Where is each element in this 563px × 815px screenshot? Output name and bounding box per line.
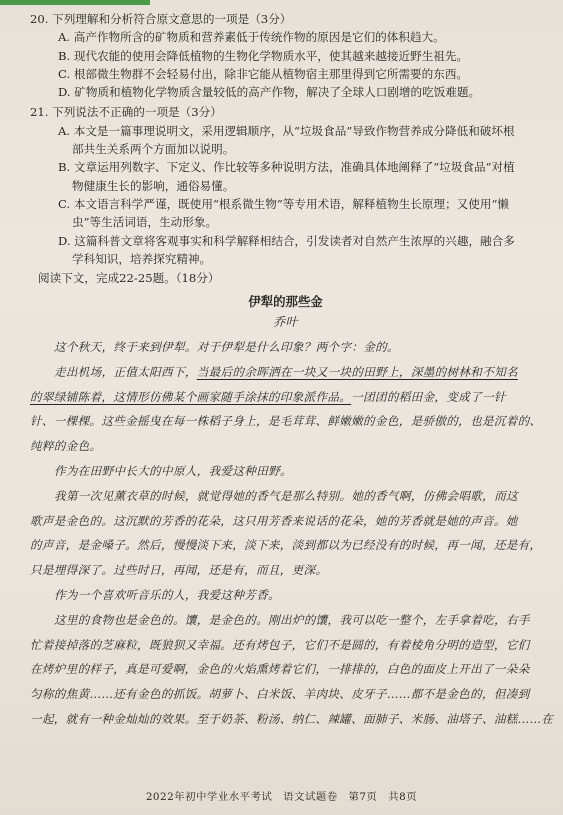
paragraph-4-line-3: 的声音，是金嗓子。然后，慢慢淡下来，淡下来，淡到都以为已经没有的时候，再一闻，还是有， [30,538,542,553]
paragraph-2-line-1: 走出机场，正值太阳西下，当最后的余晖洒在一块又一块的田野上，深墨的树林和不知名 [54,364,518,379]
article-body [30,335,554,732]
paragraph-1: 这个秋天，终于来到伊犁。对于伊犁是什么印象？两个字：金的。 [54,340,399,355]
question-stem: 20. 下列理解和分析符合原文意思的一项是（3分） [30,12,292,26]
paragraph-2-line-3: 针、一棵棵。这些金摇曳在每一株稻子身上，是毛茸茸、鲜嫩嫩的金色，是骄傲的，也是沉着的、 [30,414,542,429]
paragraph-4-line-2: 歌声是金色的。这沉默的芳香的花朵，这只用芳香来说话的花朵，她的芳香就是她的声音。她 [30,513,518,528]
option-c: C. 本文语言科学严谨，既使用“根系微生物”等专用术语，解释植物生长原理；又使用“懒 [58,196,509,211]
question-stem: 21. 下列说法不正确的一项是（3分） [30,105,222,120]
article-author: 乔叶 [273,314,298,329]
paragraph-4-line-1: 我第一次见薰衣草的时候，就觉得她的香气是那么特别。她的香气啊，仿佛会唱歌，而这 [54,488,518,503]
option-b: B. 现代农能的使用会降低植物的生物化学物质水平，使其越来越接近野生祖先。 [58,48,469,63]
question-21 [30,103,541,268]
article-title: 伊犁的那些金 [248,294,323,310]
paragraph-2-line-4: 纯粹的金色。 [30,439,102,454]
paragraph-6-line-1: 这里的食物也是金色的。馕，是金色的。刚出炉的馕，我可以吃一整个，左手拿着吃，右手 [54,612,530,627]
paragraph-2-line-2: 的翠绿铺陈着，这情形仿佛某个画家随手涂抹的印象派作品。一团团的稻田金，变成了一针 [30,389,506,404]
option-d: D. 这篇科普文章将客观事实和科学解释相结合，引发读者对自然产生浓厚的兴趣，融合多 [58,233,515,248]
paragraph-6-line-4: 匀称的焦黄……还有金色的抓饭。胡萝卜、白米饭、羊肉块、皮牙子……都不是金色的，但凑到 [30,687,530,702]
option-c-continued: 虫”等生活词语，生动形象。 [72,215,218,230]
option-b: B. 文章运用列数字、下定义、作比较等多种说明方法，准确具体地阐释了“垃圾食品”对植 [58,160,515,175]
option-b-continued: 物健康生长的影响，通俗易懂。 [72,178,235,193]
reading-instruction: 阅读下文，完成22-25题。（18分） [38,271,220,286]
option-c: C. 根部微生物群不会轻易付出，除非它能从植物宿主那里得到它所需要的东西。 [58,66,469,81]
option-a: A. 本文是一篇事理说明文，采用逻辑顺序，从“垃圾食品”导致作物营养成分降低和破坏根 [58,123,515,138]
paragraph-6-line-3: 在烤炉里的样子，真是可爱啊，金色的火焰熏烤着它们，一排排的，白色的面皮上开出了一朵朵 [30,662,530,677]
question-20 [30,10,541,101]
option-a-continued: 部共生关系两个方面加以说明。 [72,142,235,157]
paragraph-3: 作为在田野中长大的中原人，我爱这种田野。 [54,464,292,479]
paragraph-6-line-5: 一起，就有一种金灿灿的效果。至于奶茶、粉汤、纳仁、辣罐、面肺子、米肠、油塔子、油糕……在 [30,712,554,726]
underlined-sentence: 的翠绿铺陈着，这情形仿佛某个画家随手涂抹的印象派作品。 [30,389,352,404]
option-d-continued: 学科知识，培养探究精神。 [72,251,212,266]
paragraph-5: 作为一个喜欢听音乐的人，我爱这种芳香。 [54,588,280,603]
green-marker-stripe [0,0,150,5]
paragraph-6-line-2: 忙着接掉落的芝麻粒，既狼狈又幸福。还有烤包子，它们不是圆的，有着棱角分明的造型，它们 [30,637,530,652]
underlined-sentence: 当最后的余晖洒在一块又一块的田野上，深墨的树林和不知名 [196,364,518,379]
page-footer: 2022年初中学业水平考试 语文试题卷 第7页 共8页 [145,791,418,803]
option-d: D. 矿物质和植物化学物质含量较低的高产作物，解决了全球人口剧增的吃饭难题。 [58,85,481,100]
option-a: A. 高产作物所含的矿物质和营养素低于传统作物的原因是它们的体积趋大。 [58,30,445,45]
paragraph-4-line-4: 只是埋得深了。过些时日，再闻，还是有，而且，更深。 [30,563,328,578]
